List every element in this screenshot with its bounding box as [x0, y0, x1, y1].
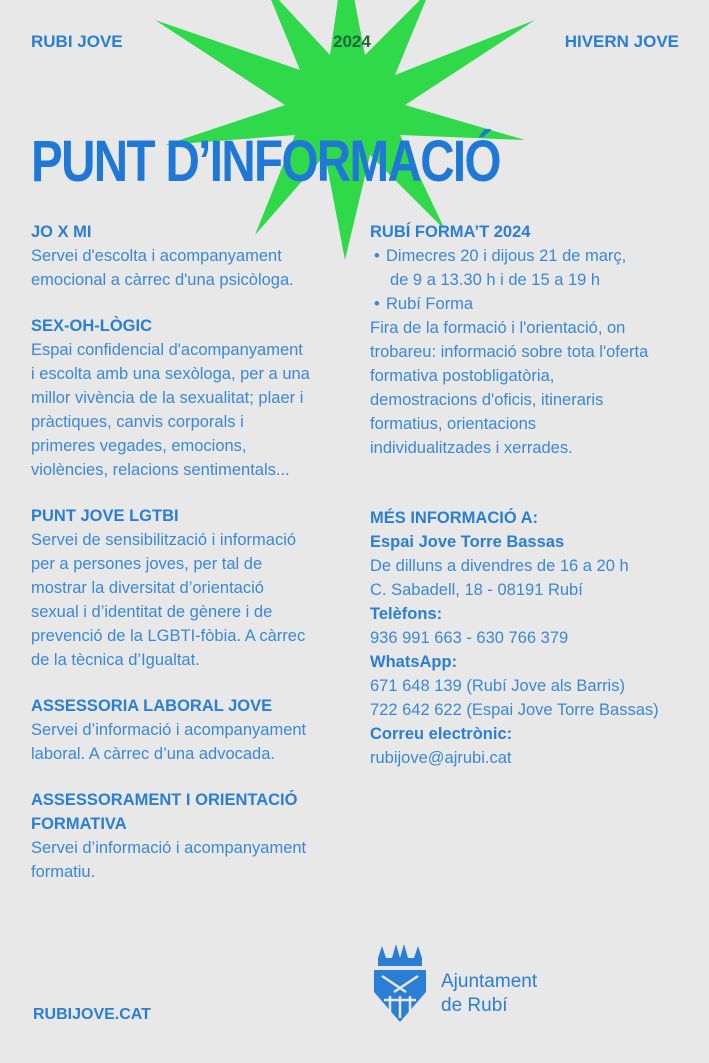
service-punt-jove-lgtbi — [31, 504, 351, 672]
event-place-item: • Rubí Forma — [374, 295, 474, 313]
whatsapp-number-2[interactable]: 722 642 622 (Espai Jove Torre Bassas) — [370, 701, 659, 719]
body-line: laboral. A càrrec d’una advocada. — [31, 745, 275, 763]
place-name: Espai Jove Torre Bassas — [370, 533, 565, 551]
body-line: formativa postobligatòria, — [370, 367, 555, 385]
section-heading-cont: FORMATIVA — [31, 815, 127, 833]
body-line: Servei de sensibilització i informació — [31, 531, 297, 549]
phones-label: Telèfons: — [370, 605, 443, 623]
address: C. Sabadell, 18 - 08191 Rubí — [370, 581, 583, 599]
logo-text — [441, 970, 537, 1018]
body-line: primeres vegades, emocions, — [31, 437, 247, 455]
section-heading: JO X MI — [31, 223, 92, 241]
section-heading: SEX-OH-LÒGIC — [31, 317, 153, 335]
website-link[interactable]: RUBIJOVE.CAT — [33, 1006, 151, 1023]
body-line: Servei d'escolta i acompanyament — [31, 247, 282, 265]
body-line: mostrar la diversitat d’orientació — [31, 579, 264, 597]
email-label: Correu electrònic: — [370, 725, 513, 743]
service-sex-oh-logic — [31, 314, 351, 482]
body-line: Servei d’informació i acompanyament — [31, 721, 307, 739]
event-date-item: • Dimecres 20 i dijous 21 de març, de 9 a 13.30 h i de 15 a 19 h — [370, 244, 690, 292]
body-line: trobareu: informació sobre tota l'oferta — [370, 343, 649, 361]
service-jo-x-mi — [31, 220, 351, 292]
year-label: 2024 — [333, 32, 371, 51]
service-assessoria-laboral — [31, 694, 351, 766]
section-heading: ASSESSORIA LABORAL JOVE — [31, 697, 273, 715]
service-assessorament-formatiu — [31, 788, 351, 884]
phones[interactable]: 936 991 663 - 630 766 379 — [370, 629, 569, 647]
body-line: formatius, orientacions — [370, 415, 536, 433]
event-place: Rubí Forma — [386, 295, 474, 313]
event-date: Dimecres 20 i dijous 21 de març, — [386, 247, 627, 265]
body-line: individualitzades i xerrades. — [370, 439, 573, 457]
body-line: demostracions d'oficis, itineraris — [370, 391, 604, 409]
section-heading: RUBÍ FORMA’T 2024 — [370, 223, 531, 241]
body-line: emocional a càrrec d'una psicòloga. — [31, 271, 294, 289]
whatsapp-label: WhatsApp: — [370, 653, 458, 671]
brand-label: RUBI JOVE — [31, 32, 123, 51]
body-line: i escolta amb una sexòloga, per a una — [31, 365, 310, 383]
section-heading: PUNT JOVE LGTBI — [31, 507, 179, 525]
section-heading: MÉS INFORMACIÓ A: — [370, 509, 539, 527]
more-info — [370, 506, 690, 770]
body-line: Espai confidencial d'acompanyament — [31, 341, 303, 359]
season-label: HIVERN JOVE — [564, 32, 679, 51]
logo-line-2: de Rubí — [441, 995, 508, 1016]
body-line: violències, relacions sentimentals... — [31, 461, 290, 479]
body-line: sexual i d’identitat de gènere i de — [31, 603, 273, 621]
event-hours: de 9 a 13.30 h i de 15 a 19 h — [390, 271, 601, 289]
body-line: formatiu. — [31, 863, 96, 881]
services-column — [31, 220, 351, 906]
page-title: PUNT D’INFORMACIÓ — [31, 129, 500, 194]
body-line: prevenció de la LGBTI-fòbia. A càrrec — [31, 627, 306, 645]
body-line: pràctiques, canvis corporals i — [31, 413, 244, 431]
body-line: Servei d’informació i acompanyament — [31, 839, 307, 857]
logo-line-1: Ajuntament — [441, 971, 538, 992]
email-link[interactable]: rubijove@ajrubi.cat — [370, 749, 512, 767]
body-line: millor vivència de la sexualitat; plaer i — [31, 389, 304, 407]
body-line: de la tècnica d’Igualtat. — [31, 651, 200, 669]
info-column — [370, 220, 690, 792]
opening-hours: De dilluns a divendres de 16 a 20 h — [370, 557, 629, 575]
body-line: per a persones joves, per tal de — [31, 555, 263, 573]
section-heading: ASSESSORAMENT I ORIENTACIÓ — [31, 791, 298, 809]
body-line: Fira de la formació i l'orientació, on — [370, 319, 626, 337]
event-rubi-formet — [370, 220, 690, 460]
coat-of-arms-icon — [370, 944, 430, 1024]
whatsapp-number-1[interactable]: 671 648 139 (Rubí Jove als Barris) — [370, 677, 625, 695]
